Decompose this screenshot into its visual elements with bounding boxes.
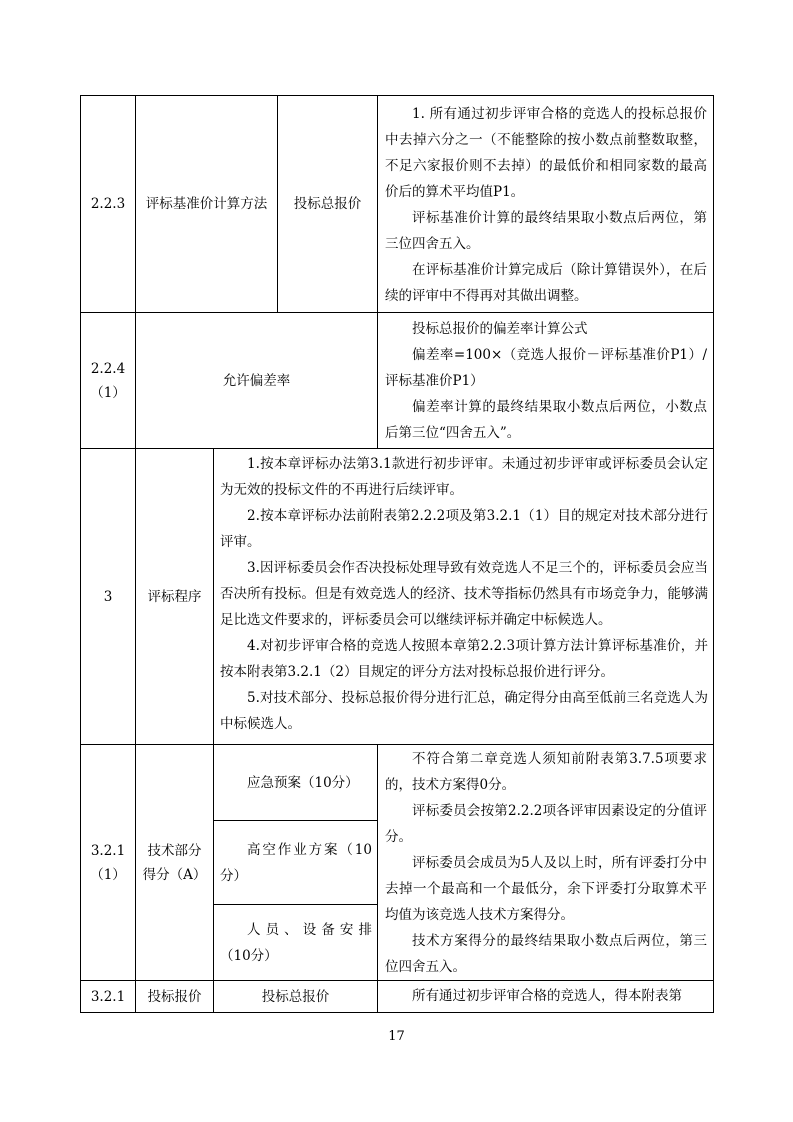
clause-number: 2.2.4 （1） — [90, 360, 126, 401]
column-divider — [213, 448, 214, 1013]
item-name: 投标报价 — [147, 988, 202, 1005]
factor-label: 高空作业方案（10分） — [220, 841, 372, 884]
factor-staff-equipment — [220, 905, 372, 980]
paragraph: 所有通过初步评审合格的竞选人，得本附表第 — [412, 988, 682, 1004]
table-border-bottom — [80, 1012, 714, 1013]
criteria-text — [385, 983, 707, 1009]
page-number: 17 — [388, 1029, 405, 1044]
factor-name: 投标总报价 — [293, 196, 362, 212]
clause-number: 2.2.3 — [90, 196, 126, 212]
paragraph: 评标基准价计算的最终结果取小数点后两位，第三位四舍五入。 — [385, 210, 707, 252]
factor-label: 应急预案（10分） — [247, 774, 359, 791]
paragraph: 不符合第二章竞选人须知前附表第3.7.5项要求的，技术方案得0分。 — [385, 751, 707, 793]
paragraph: 3.因评标委员会作否决投标处理导致有效竞选人不足三个的，评标委员会应当否决所有投标。但是有效竞选人的经济、技术等指标仍然具有市场竞争力，能够满足比选文件要求的，评标委员会可以继续评标并确定中标候选人。 — [220, 560, 708, 628]
column-divider — [377, 744, 378, 1013]
procedure-text — [220, 451, 708, 737]
paragraph: 4.对初步评审合格的竞选人按照本章第2.2.3项计算方法计算评标基准价，并按本附表第3.2.1（2）目规定的评分方法对投标总报价进行评分。 — [220, 638, 708, 680]
paragraph: 评标委员会成员为5人及以上时，所有评委打分中去掉一个最高和一个最低分，余下评委打分取算术平均值为该竞选人技术方案得分。 — [385, 855, 707, 923]
item-name: 评标程序 — [147, 588, 202, 605]
clause-number: 3.2.1 （1） — [90, 842, 126, 883]
item-name: 技术部分 得分（A） — [142, 842, 207, 883]
criteria-text — [385, 746, 707, 980]
criteria-text — [385, 316, 707, 446]
paragraph: 投标总报价的偏差率计算公式 — [412, 321, 588, 337]
paragraph: 偏差率计算的最终结果取小数点后两位，小数点后第三位“四舍五入”。 — [385, 399, 707, 441]
factor-name: 投标总报价 — [261, 988, 330, 1005]
factor-high-altitude-plan — [220, 821, 372, 904]
paragraph: 1.按本章评标办法第3.1款进行初步评审。未通过初步评审或评标委员会认定为无效的投标文件的不再进行后续评审。 — [220, 456, 708, 498]
paragraph: 1. 所有通过初步评审合格的竞选人的投标总报价中去掉六分之一（不能整除的按小数点前整数取整，不足六家报价则不去掉）的最低价和相同家数的最高价后的算术平均值P1。 — [385, 106, 707, 200]
paragraph: 评标委员会按第2.2.2项各评审因素设定的分值评分。 — [385, 803, 707, 845]
criteria-text — [385, 101, 707, 309]
table-border-right — [713, 95, 714, 1013]
paragraph: 2.按本章评标办法前附表第2.2.2项及第3.2.1（1）目的规定对技术部分进行评审。 — [220, 508, 708, 550]
item-name: 允许偏差率 — [222, 372, 291, 389]
clause-number: 3 — [103, 588, 113, 605]
factor-emergency-plan — [220, 745, 372, 820]
paragraph: 5.对技术部分、投标总报价得分进行汇总，确定得分由高至低前三名竞选人为中标候选人。 — [220, 690, 708, 732]
paragraph: 偏差率=100×（竞选人报价－评标基准价P1）/评标基准价P1） — [385, 347, 707, 389]
paragraph: 在评标基准价计算完成后（除计算错误外），在后续的评审中不得再对其做出调整。 — [385, 262, 707, 304]
clause-number: 3.2.1 — [90, 988, 126, 1005]
paragraph: 技术方案得分的最终结果取小数点后两位，第三位四舍五入。 — [385, 933, 707, 975]
item-name: 评标基准价计算方法 — [145, 196, 268, 212]
evaluation-table — [80, 95, 714, 1013]
factor-label: 人员、设备安排（10分） — [220, 921, 372, 964]
column-divider — [377, 95, 378, 449]
